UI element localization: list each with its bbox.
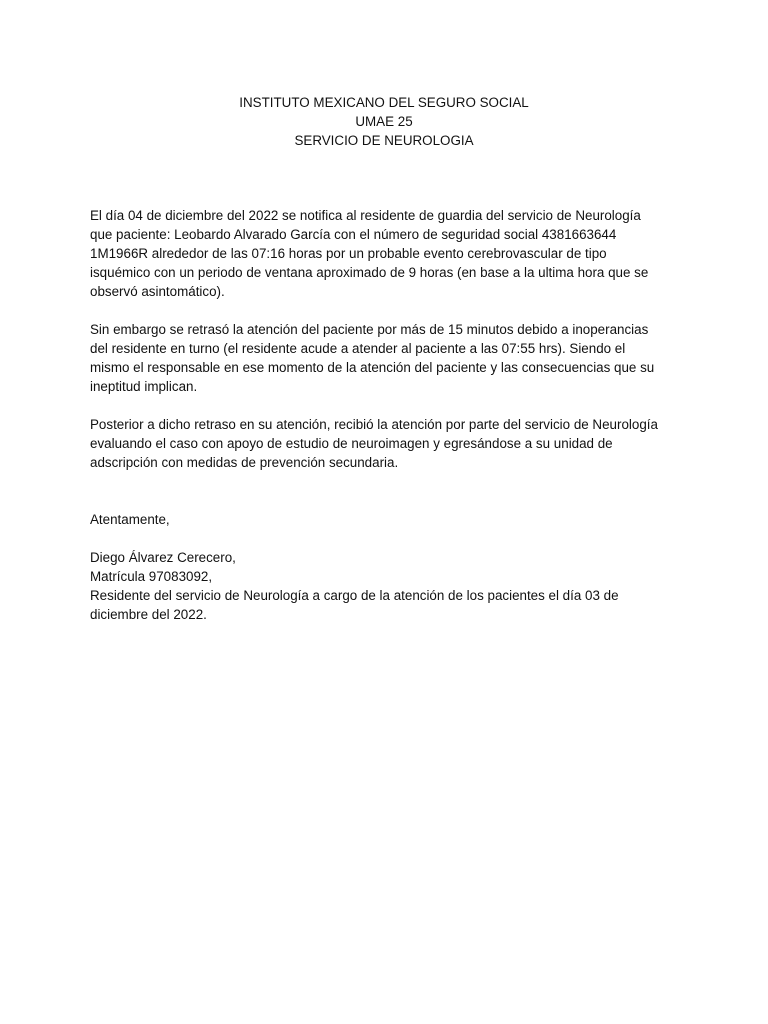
signer-role: Residente del servicio de Neurología a cargo de la atención de los pacientes el día 03 de: [90, 588, 619, 603]
paragraph-line: evaluando el caso con apoyo de estudio de neuroimagen y egresándose a su unidad de: [90, 436, 613, 451]
paragraph-line: mismo el responsable en ese momento de la atención del paciente y las consecuencias que su: [90, 360, 655, 375]
signer-role-continued: diciembre del 2022.: [90, 607, 207, 622]
paragraph-line: del residente en turno (el residente acude a atender al paciente a las 07:55 hrs). Siendo el: [90, 341, 626, 356]
paragraph-line: ineptitud implican.: [90, 379, 198, 394]
department-name: SERVICIO DE NEUROLOGIA: [294, 133, 474, 148]
signer-name: Diego Álvarez Cerecero,: [90, 550, 236, 565]
institution-name: INSTITUTO MEXICANO DEL SEGURO SOCIAL: [239, 95, 529, 110]
closing-spacer: [90, 472, 690, 510]
paragraph-line: Sin embargo se retrasó la atención del paciente por más de 15 minutos debido a inoperancias: [90, 322, 649, 337]
paragraph-spacer: [90, 396, 690, 415]
paragraph-line: 1M1966R alrededor de las 07:16 horas por un probable evento cerebrovascular de tipo: [90, 246, 607, 261]
paragraph-line: adscripción con medidas de prevención secundaria.: [90, 455, 399, 470]
paragraph-line: que paciente: Leobardo Alvarado García con el número de seguridad social 4381663644: [90, 227, 617, 242]
paragraph-line: isquémico con un periodo de ventana aproximado de 9 horas (en base a la ultima hora que se: [90, 265, 649, 280]
document-header: [0, 93, 768, 150]
paragraph-delay: [90, 320, 690, 396]
paragraph-outcome: [90, 415, 690, 472]
signature-block: [90, 548, 690, 624]
paragraph-line: observó asintomático).: [90, 284, 225, 299]
unit-name: UMAE 25: [355, 114, 413, 129]
paragraph-notification: [90, 206, 690, 301]
paragraph-line: Posterior a dicho retraso en su atención, recibió la atención por parte del servicio de Neurología: [90, 417, 658, 432]
signature-spacer: [90, 529, 690, 548]
signer-matricula: Matrícula 97083092,: [90, 569, 213, 584]
letter-body: [90, 206, 690, 624]
closing-salutation: Atentamente,: [90, 512, 170, 527]
paragraph-line: El día 04 de diciembre del 2022 se notifica al residente de guardia del servicio de Neurología: [90, 208, 641, 223]
paragraph-spacer: [90, 301, 690, 320]
